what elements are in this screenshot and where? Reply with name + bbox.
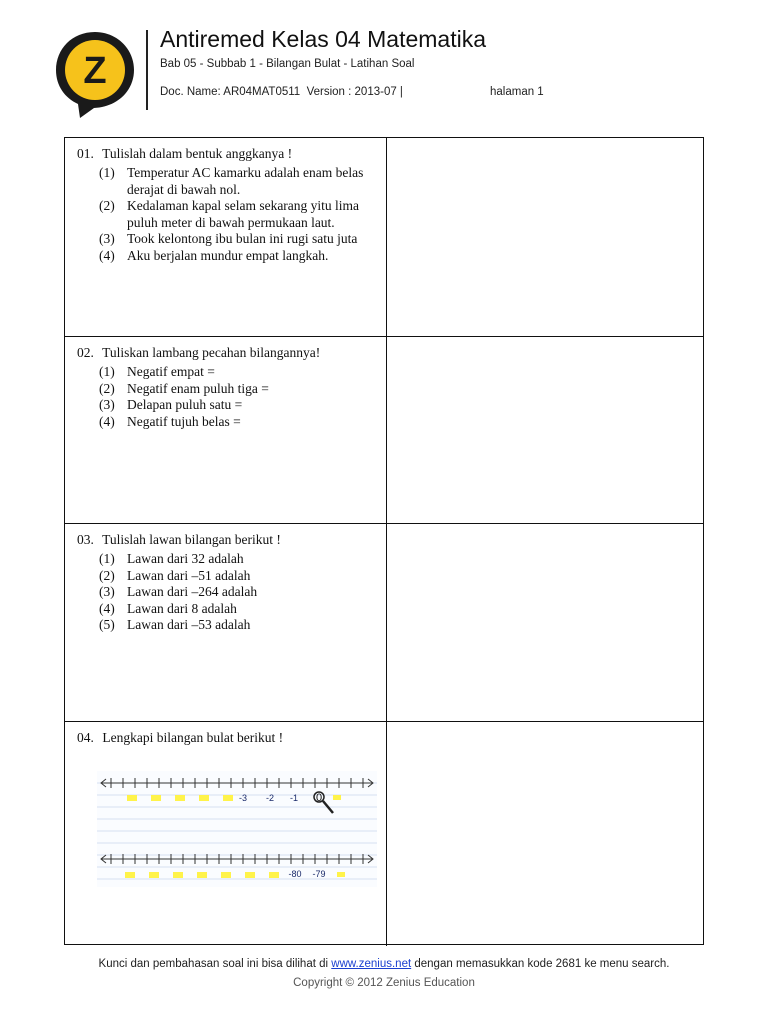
list-item: (1) Lawan dari 32 adalah <box>99 551 244 566</box>
question-text: Tulislah lawan bilangan berikut ! <box>102 532 281 547</box>
list-item: (1) Negatif empat = <box>99 364 215 379</box>
question-text: Tulislah dalam bentuk anggkanya ! <box>102 146 293 161</box>
list-item: (4) Negatif tujuh belas = <box>99 413 241 429</box>
page-number: halaman 1 <box>490 86 544 98</box>
question-text: Lengkapi bilangan bulat berikut ! <box>102 730 284 745</box>
answer-cell[interactable] <box>387 138 703 336</box>
answer-cell[interactable] <box>387 524 703 721</box>
question-cell <box>65 337 387 523</box>
answer-cell[interactable] <box>387 337 703 523</box>
header-divider <box>146 30 148 110</box>
question-number: 01. <box>77 146 94 161</box>
footer-text-after: dengan memasukkan kode 2681 ke menu search. <box>414 958 670 970</box>
list-item: (4) Lawan dari 8 adalah <box>99 600 237 616</box>
question-items <box>77 551 376 634</box>
question-cell <box>65 138 387 336</box>
question-row-02 <box>65 337 703 524</box>
list-item: (3) Took kelontong ibu bulan ini rugi satu juta <box>99 231 358 246</box>
question-number: 04. <box>77 730 94 745</box>
list-item: (2) Negatif enam puluh tiga = <box>99 380 269 396</box>
question-row-04 <box>65 722 703 946</box>
blank-box <box>149 872 159 878</box>
list-item: (2) Kedalaman kapal selam sekarang yitu lima puluh meter di bawah permukaan laut. <box>99 198 360 230</box>
copyright: Copyright © 2012 Zenius Education <box>293 977 475 989</box>
question-row-01 <box>65 138 703 337</box>
number-label: -1 <box>289 793 299 803</box>
number-label: 0 <box>315 792 323 804</box>
blank-box <box>199 795 209 801</box>
footer-text-before: Kunci dan pembahasan soal ini bisa dilihat di <box>98 958 329 970</box>
page-subtitle: Bab 05 - Subbab 1 - Bilangan Bulat - Latihan Soal <box>160 58 415 70</box>
number-label: -79 <box>312 869 326 879</box>
question-row-03 <box>65 524 703 722</box>
blank-box <box>125 872 135 878</box>
zenius-link[interactable]: www.zenius.net <box>331 958 412 970</box>
list-item: (3) Delapan puluh satu = <box>99 397 243 412</box>
question-items <box>77 165 376 264</box>
page-title: Antiremed Kelas 04 Matematika <box>160 26 486 52</box>
list-item: (3) Lawan dari –264 adalah <box>99 584 258 599</box>
blank-box <box>223 795 233 801</box>
list-item: (5) Lawan dari –53 adalah <box>99 617 251 632</box>
list-item: (1) Temperatur AC kamarku adalah enam belas derajat di bawah nol. <box>99 165 364 197</box>
question-number: 03. <box>77 532 94 547</box>
question-cell <box>65 722 387 946</box>
blank-box <box>175 795 185 801</box>
question-cell <box>65 524 387 721</box>
question-items <box>77 364 376 430</box>
blank-box <box>197 872 207 878</box>
question-text: Tuliskan lambang pecahan bilangannya! <box>102 345 321 360</box>
question-number: 02. <box>77 345 94 360</box>
list-item: (2) Lawan dari –51 adalah <box>99 567 251 583</box>
number-label: -3 <box>238 793 248 803</box>
number-label: -2 <box>265 793 275 803</box>
zenius-logo <box>50 28 140 120</box>
logo-letter: Z <box>83 50 107 92</box>
blank-box <box>151 795 161 801</box>
blank-box <box>173 872 183 878</box>
doc-name: Doc. Name: AR04MAT0511 <box>160 86 301 98</box>
blank-box <box>245 872 255 878</box>
doc-version: Version : 2013-07 | <box>306 86 403 98</box>
footer-note <box>0 958 768 970</box>
list-item: (4) Aku berjalan mundur empat langkah. <box>99 247 329 263</box>
number-label: -80 <box>288 869 302 879</box>
question-table <box>64 137 704 945</box>
blank-box <box>127 795 137 801</box>
doc-info <box>160 86 403 98</box>
blank-box <box>221 872 231 878</box>
answer-cell[interactable] <box>387 722 703 946</box>
number-line-image <box>97 771 377 887</box>
blank-box <box>269 872 279 878</box>
